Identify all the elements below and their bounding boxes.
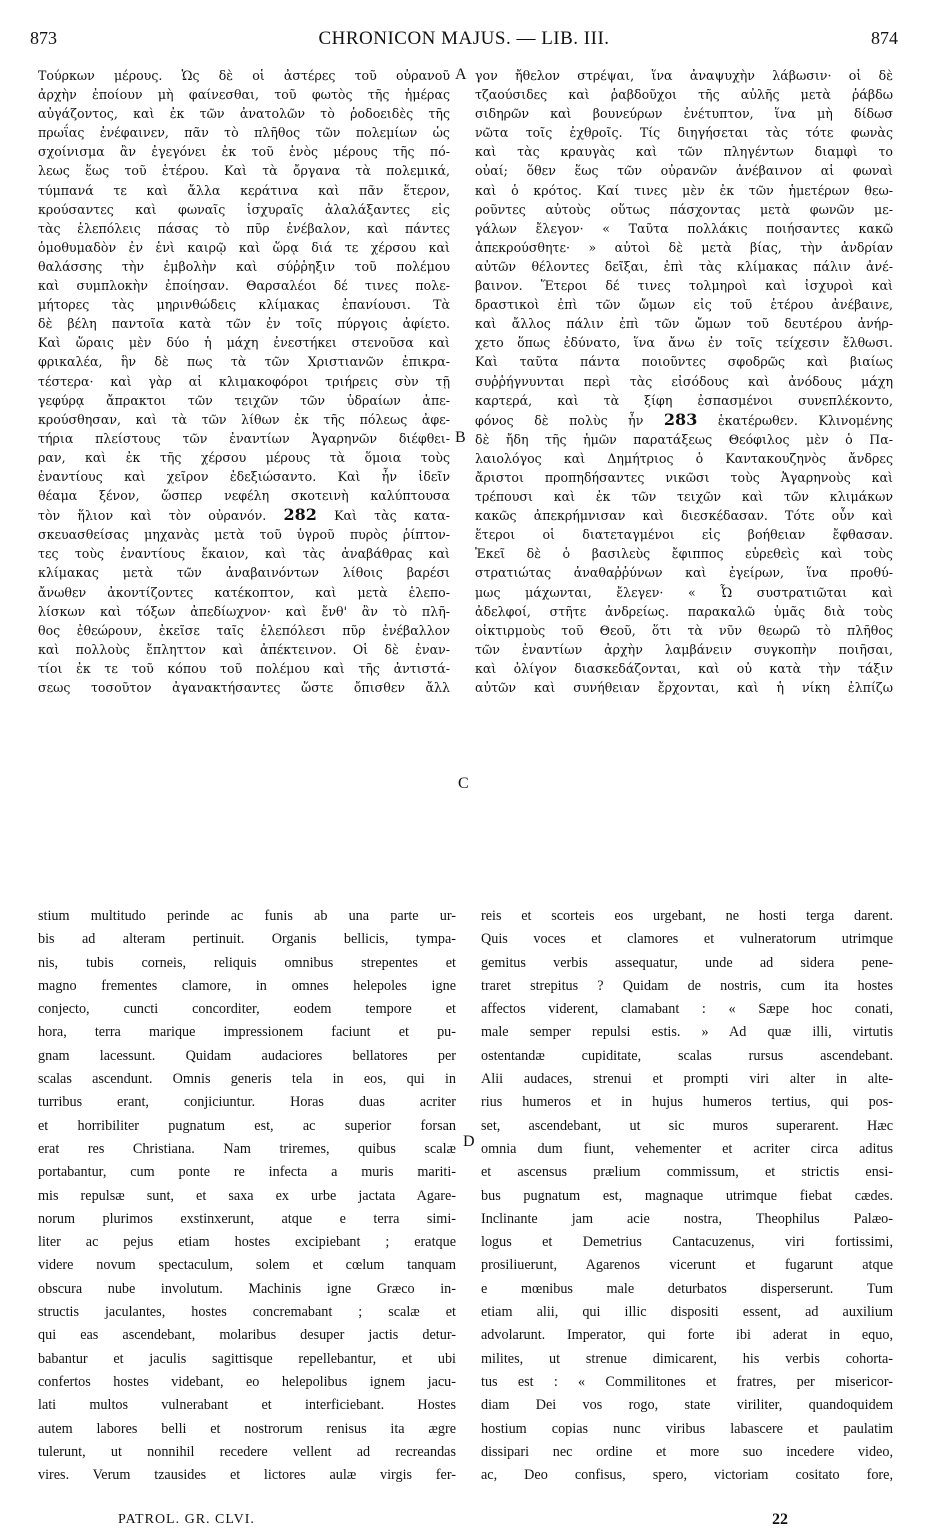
latin-text-line: stium multitudo perinde ac funis ab una parte ur- (38, 908, 456, 924)
greek-text-line: σκευασθείσας μηχανὰς μετὰ τοῦ ὑγροῦ πυρὸς ῥίπτον- (38, 527, 450, 543)
greek-text-line: συῤῥήγνυνται περὶ τὰς εἰσόδους καὶ ἀνόδους μάχη (475, 373, 893, 389)
latin-text-line: gnam lacessunt. Quidam audaciores bellatores per (38, 1047, 456, 1064)
greek-text-line: μως μάχωνται, ἔλεγεν· « Ὦ συστρατιῶται καὶ (475, 584, 893, 600)
latin-text-line: bus pugnatum est, magnaque utrimque fiebat cædes. (481, 1187, 893, 1204)
margin-marker-d: D (463, 1133, 475, 1150)
latin-text-line: et ascensus prælium commissum, et strictis ensi- (481, 1164, 893, 1181)
latin-text-line: conjecto, cuncti concorditer, eodem tempore et (38, 1001, 456, 1018)
greek-text-line: δραστικοὶ ἐπὶ τῶν ὤμων εἰς τοῦ ἑτέρου ἀνέβαινε, (475, 297, 893, 313)
latin-text-line: Alii audaces, strenui et prompti viri alter in alte- (481, 1071, 893, 1088)
latin-text-line: dissipari nec ordine et more suo incedere video, (481, 1443, 893, 1460)
latin-column-right (481, 905, 893, 1487)
greek-text-line: ἀπεκρούσθητε· » αὐτοὶ δὲ μετὰ βίας, τὴν ἀνδρίαν (475, 239, 893, 255)
page-ref-number: 282 (283, 505, 317, 525)
greek-text-line: θαλάσσης τὴν ἐμβολὴν καὶ σύῤῥηξιν τοῦ πολέμου (38, 258, 450, 274)
greek-text-line: καὶ ὀλίγον διασκεδάζονται, καὶ οὐ κατὰ τὴν τάξιν (475, 660, 893, 676)
greek-text-line: δὲ βέλη παντοῖα κατὰ τῶν ἐν τοῖς πύργοις ἀφίετο. (38, 316, 450, 332)
greek-text-line: θος ἐθεώρουν, ἐκεῖσε ταῖς ἑλεπόλεσι πῦρ ἐνέβαλλον (38, 622, 450, 638)
greek-text-line: βαινον. Ἕτεροι δέ τινες τολμηροὶ καὶ ἰσχυροὶ καὶ (475, 278, 893, 294)
greek-text-line: τῶν ἐναντίων ἀρχὴν λαμβάνειν συγκοπὴν ποιῆσαι, (475, 641, 893, 657)
greek-text-line: τρέπουσι καὶ ἐκ τῶν τειχῶν καὶ τῶν κλιμάκων (475, 489, 893, 505)
greek-text-line: αὐτῶν θέλοντες δεῖξαι, ἐπὶ τὰς κλίμακας πάλιν ἀνέ- (475, 258, 893, 274)
latin-text-line: diam Dei vos rogo, state viriliter, quandoquidem (481, 1397, 893, 1414)
greek-text-line: τζαούσιδες καὶ ῥαβδοῦχοι τῆς αὐλῆς μετὰ ῥάβδω (475, 87, 893, 103)
greek-text-line: φρικαλέα, ἣν δὲ πως τὰ τῶν Χριστιανῶν ἐπικρα- (38, 354, 450, 370)
latin-text-line: Inclinante jam acie nostra, Theophilus Palæo- (481, 1210, 893, 1227)
greek-text-line: οἰκτιρμοὺς τοῦ Θεοῦ, ὅτι τὰ νῦν θεωρῶ τὸ πλῆθος (475, 622, 893, 638)
latin-text-line: turribus erant, conjiciuntur. Horas duas acriter (38, 1094, 456, 1111)
latin-text-line: set, ascendebant, ut sic muros superarent. Hæc (481, 1117, 893, 1134)
latin-text-line: magno frementes clamore, in omnes helepoles igne (38, 977, 456, 994)
greek-text-line: μήτορες τὰς μηρινθώδεις κλίμακας ἐπανίουσι. Τὰ (38, 297, 450, 313)
latin-text-line: milites, ut strenue dimicarent, his verbis cohorta- (481, 1350, 893, 1367)
greek-text-line: καρτερά, καὶ τὰ ξίφη ἐσπασμένοι συνεπλέκοντο, (475, 392, 893, 408)
greek-text-line: καὶ πολλοὺς ἔπληττον καὶ ἀπέκτεινον. Οἱ δὲ ἐναν- (38, 641, 450, 657)
latin-text-line: traret strepitus ? Quidam de nostris, cum ita hostes (481, 977, 893, 994)
latin-text-line: e mœnibus male deturbatos disperserunt. Tum (481, 1280, 893, 1297)
greek-text-line: γάλων ἔλεγον· « Ταῦτα πολλάκις ποιήσαντες κακῶ (475, 220, 893, 236)
latin-text-line: tus est : « Commilitones et fratres, per misericor- (481, 1373, 893, 1390)
latin-text-line: autem labores belli et nostrorum renisus ita ægre (38, 1420, 456, 1437)
greek-text-line: καὶ ἄλλος πάλιν ἐπὶ τῶν ὤμων τοῦ δευτέρου ἀνήρ- (475, 316, 893, 332)
latin-text-line: rius humeros et in hujus humeros tertius, qui pos- (481, 1094, 893, 1111)
greek-text-line: τύμπανά τε καὶ ἄλλα κεράτινα καὶ πᾶν ἕτερον, (38, 182, 450, 198)
margin-marker-b: B (455, 429, 466, 446)
latin-text-line: nis, tubis corneis, reliquis omnibus strepentes et (38, 954, 456, 971)
greek-text-line: ἕτεροι οἱ διατεταγμένοι εἰς βοήθειαν ἔφθασαν. (475, 527, 893, 543)
margin-marker-c: C (458, 775, 469, 792)
greek-text-line: αὐτῶν καὶ συνήθειαν ἔρχονται, καὶ ἡ νίκη ἐλπίζω (475, 680, 893, 695)
latin-text-line: prosiliuerunt, Agarenos vicerunt et fugarunt atque (481, 1257, 893, 1274)
greek-text-line: σιδηρῶν καὶ βουνεύρων ἐνέτυπτον, ἵνα μὴ δίδωσ (475, 106, 893, 122)
latin-text-line: ostentandæ cupiditate, scalas rursus ascendebant. (481, 1047, 893, 1064)
greek-text-line: Τούρκων μέρους. Ὡς δὲ οἱ ἀστέρες τοῦ οὐρανοῦ (38, 68, 450, 83)
greek-text-line: ὁμοθυμαδὸν ἐν ἑνὶ καιρῷ καὶ ὥρᾳ διά τε χέρσου καὶ (38, 239, 450, 255)
greek-text-line: τήρια πλείστους τῶν ἐναντίων Ἀγαρηνῶν διέφθει- (38, 430, 450, 446)
latin-text-line: affectos viderent, clamabant : « Sæpe hoc conati, (481, 1001, 893, 1018)
greek-text-line: νῶτα τοῖς ἐχθροῖς. Τίς διηγήσεται τὰς τότε φωνὰς (475, 125, 893, 141)
latin-text-line: liter ac pejus etiam hostes excipiebant ; eratque (38, 1234, 456, 1251)
margin-marker-a: A (455, 66, 467, 83)
greek-text-line: γον ἤθελον στρέψαι, ἵνα ἀναψυχὴν λάβωσιν· οἱ δὲ (475, 68, 893, 83)
greek-text-line: καὶ συμπλοκὴν ἐποίησαν. Θαρσαλέοι δέ τινες πολε- (38, 278, 450, 294)
greek-text-line: τὸν ἥλιον καὶ τὸν οὐρανόν. 282 Καὶ τὰς κατα- (38, 505, 450, 525)
greek-text-line: τὰς ἑλεπόλεις πάσας τὸ πῦρ ἐνέβαλον, καὶ πάντες (38, 220, 450, 236)
greek-text-line: ἀδελφοί, στῆτε ἀνδρείως. παρακαλῶ ὑμᾶς διὰ τοὺς (475, 603, 893, 619)
greek-text-line: πρωΐας ἐνέφαινεν, πᾶν τὸ πλῆθος τῶν πολεμίων ὡς (38, 125, 450, 141)
greek-text-line: λίσκων καὶ τόξων ἀπεδίωχνον· καὶ ἔνθ' ἂν τὸ πλῆ- (38, 603, 450, 619)
latin-text-line: qui eas ascendebant, molaribus desuper jactis detur- (38, 1327, 456, 1344)
greek-text-line: κρούσαντες καὶ φωναῖς ἰσχυραῖς ἀλαλάξαντες εἰς (38, 201, 450, 217)
latin-text-line: ac, Deo confisus, spero, victoriam cositato fore, (481, 1467, 893, 1484)
latin-text-line: etiam alii, qui illic dispositi essent, ad auxilium (481, 1304, 893, 1321)
page-number-left: 873 (30, 28, 57, 48)
latin-text-line: logus et Demetrius Cantacuzenus, viri fortissimi, (481, 1234, 893, 1251)
latin-text-line: confertos hostes videbant, eo helepolibus ignem jacu- (38, 1373, 456, 1390)
greek-text-line: στρατιώτας ἀναθαῤῥύνων καὶ ἐγείρων, ἵνα προθύ- (475, 565, 893, 581)
latin-text-line: male semper repulsi estis. » Ad quæ illi, virtutis (481, 1024, 893, 1041)
latin-text-line: gemitus verbis assequatur, unde ad sidera pene- (481, 954, 893, 971)
latin-text-line: tulerunt, ut nonnihil recedere vellent ad recreandas (38, 1443, 456, 1460)
latin-text-line: hostium copias nunc viribus labascere et paulatim (481, 1420, 893, 1437)
latin-text-line: hora, terra marique impressionem faciunt et pu- (38, 1024, 456, 1041)
greek-text-line: κρούσθησαν, καὶ τὰ τῶν λίθων ἐκ τῆς πόλεως ἀφε- (38, 411, 450, 427)
greek-text-line: θέαμα ξένον, ὥσπερ νεφέλη σκοτεινὴ καλύπτουσα (38, 488, 450, 504)
latin-text-line: lati multos vulnerabant et interficiebant. Hostes (38, 1397, 456, 1414)
greek-text-line: αὐγάζοντος, καὶ ἐκ τῶν ἀνατολῶν τὸ ῥοδοειδὲς τῆς (38, 106, 450, 122)
running-header (30, 28, 898, 56)
greek-column-right (475, 66, 893, 697)
greek-text-line: καὶ ὁ κρότος. Καί τινες μὲν ἐκ τῶν ἡμετέρων θεω- (475, 182, 893, 198)
latin-text-line: babantur et jaculis sagittisque repellebantur, et ubi (38, 1350, 456, 1367)
greek-text-line: λαιολόγος καὶ Δημήτριος ὁ Καντακουζηνὸς ἄνδρες (475, 450, 893, 466)
greek-text-line: τέστερα· καὶ γὰρ αἱ κλιμακοφόροι τριήρεις σὺν τῇ (38, 373, 450, 389)
footer-series: PATROL. GR. CLVI. (118, 1512, 255, 1527)
greek-text-line: σχοίνισμα ἂν ἐγεγόνει ἐκ τοῦ ἑνὸς μέρους τῆς πό- (38, 144, 450, 160)
page-ref-number: 283 (663, 409, 698, 429)
greek-text-line: οὐαί; ὅθεν ἕως τῶν οὐρανῶν ἀνέβαινον αἱ φωναὶ (475, 163, 893, 179)
latin-text-line: reis et scorteis eos urgebant, ne hosti terga darent. (481, 908, 893, 924)
greek-text-line: κλίμακας μετὰ τῶν ἀναβαινόντων λίθοις βαρέσι (38, 565, 450, 581)
greek-text-line: Καὶ ταῦτα πάντα ποιοῦντες σφοδρῶς καὶ βιαίως (475, 354, 893, 370)
greek-text-line: ραν, καὶ ἐκ τῆς χέρσου μέρους τὰ ὅμοια τοὺς (38, 449, 450, 465)
greek-text-line: τίοι ἐκ τε τοῦ κόπου τοῦ πολέμου καὶ τῆς ἀντιστά- (38, 660, 450, 676)
latin-text-line: videre novum spectaculum, solem et cœlum tanquam (38, 1257, 456, 1274)
greek-text-line: ροῦντες αὐτοὺς οὕτως πάσχοντας μετὰ φωνῶν με- (475, 201, 893, 217)
greek-text-line: σεως τοσοῦτον ἀγανακτήσαντες ὥστε ὄπισθεν ἄλλ (38, 680, 450, 695)
latin-text-line: advolarunt. Imperator, qui forte ibi aderat in equo, (481, 1327, 893, 1344)
latin-text-line: vires. Verum tzausides et lictores aulæ virgis fer- (38, 1467, 456, 1484)
greek-text-line: καὶ τὰς κραυγὰς καὶ τῶν πληγέντων διαμφὶ το (475, 144, 893, 160)
latin-text-line: norum plurimos exstinxerunt, atque e terra simi- (38, 1210, 456, 1227)
latin-text-line: Quis voces et clamores et vulneratorum utrimque (481, 931, 893, 948)
latin-text-line: omnia dum fiunt, vehementer et acriter circa aditus (481, 1140, 893, 1157)
latin-text-line: portabantur, cum ponte re infecta a muris mariti- (38, 1164, 456, 1181)
greek-text-line: γεφύρᾳ ἄπρακτοι τῶν τειχῶν τῶν ὑδραίων ἀπε- (38, 392, 450, 408)
greek-text-line: ἄνωθεν ἀκοντίζοντες κατέκοπτον, καὶ μετὰ ἑλεπο- (38, 584, 450, 600)
greek-text-line: κακῶς ἀπεκρήμνισαν καὶ διεσκέδασαν. Τότε οὖν καὶ (475, 508, 893, 524)
greek-text-line: Ἐκεῖ δὲ ὁ βασιλεὺς ἔφιππος εὑρεθεὶς καὶ τοὺς (475, 546, 893, 562)
latin-text-line: erat res Christiana. Nam triremes, quibus scalæ (38, 1140, 456, 1157)
greek-text-line: φόνος δὲ πολὺς ἦν 283 ἑκατέρωθεν. Κλινομένης (475, 409, 893, 429)
latin-column-left (38, 905, 456, 1487)
latin-text-line: scalas ascendunt. Omnis generis tela in eos, qui in (38, 1071, 456, 1088)
greek-text-line: ἀρχὴν ἐποίουν μὴ φαίνεσθαι, τοῦ φωτὸς τῆς ἡμέρας (38, 87, 450, 103)
greek-text-line: τες τοὺς ἐναντίους ἔκαιον, καὶ τὰς ἀναβάθρας καὶ (38, 546, 450, 562)
greek-text-line: χετο ὅπως ἐδύνατο, ἵνα ἄνω ἐν τοῖς τείχεσιν ἔλθωσι. (475, 335, 893, 351)
latin-text-line: bis ad alteram pertinuit. Organis bellicis, tympa- (38, 931, 456, 948)
greek-text-line: ἐναντίους καὶ χεῖρον ἐδεξιώσαντο. Καὶ ἦν ἰδεῖν (38, 468, 450, 484)
greek-column-left (38, 66, 450, 697)
latin-text-line: structis jaculantes, hostes concremabant ; scalæ et (38, 1304, 456, 1321)
greek-text-line: ἄριστοι προπηδήσαντες νικῶσι τοὺς Ἀγαρηνοὺς καὶ (475, 469, 893, 485)
running-title: CHRONICON MAJUS. — LIB. III. (318, 28, 610, 49)
latin-text-line: et horribiliter pugnatum est, ac superior forsan (38, 1117, 456, 1134)
page-number-right: 874 (871, 28, 898, 48)
footer-signature: 22 (772, 1511, 788, 1528)
latin-text-line: mis repulsæ sunt, et saxa ex urbe jactata Agare- (38, 1187, 456, 1204)
latin-text-line: obscura nube involutum. Machinis igne Græco in- (38, 1280, 456, 1297)
greek-text-line: λεως ἕως τοῦ ἑτέρου. Καὶ τὰ ὄργανα τὰ πολεμικά, (38, 163, 450, 179)
greek-text-line: Καὶ ὥραις μὲν δύο ἡ μάχη ἐνεστήκει στενοῦσα καὶ (38, 335, 450, 351)
greek-text-line: δὲ ἤδη τῆς ἡμῶν παρατάξεως Θεόφιλος μὲν ὁ Πα- (475, 431, 893, 447)
